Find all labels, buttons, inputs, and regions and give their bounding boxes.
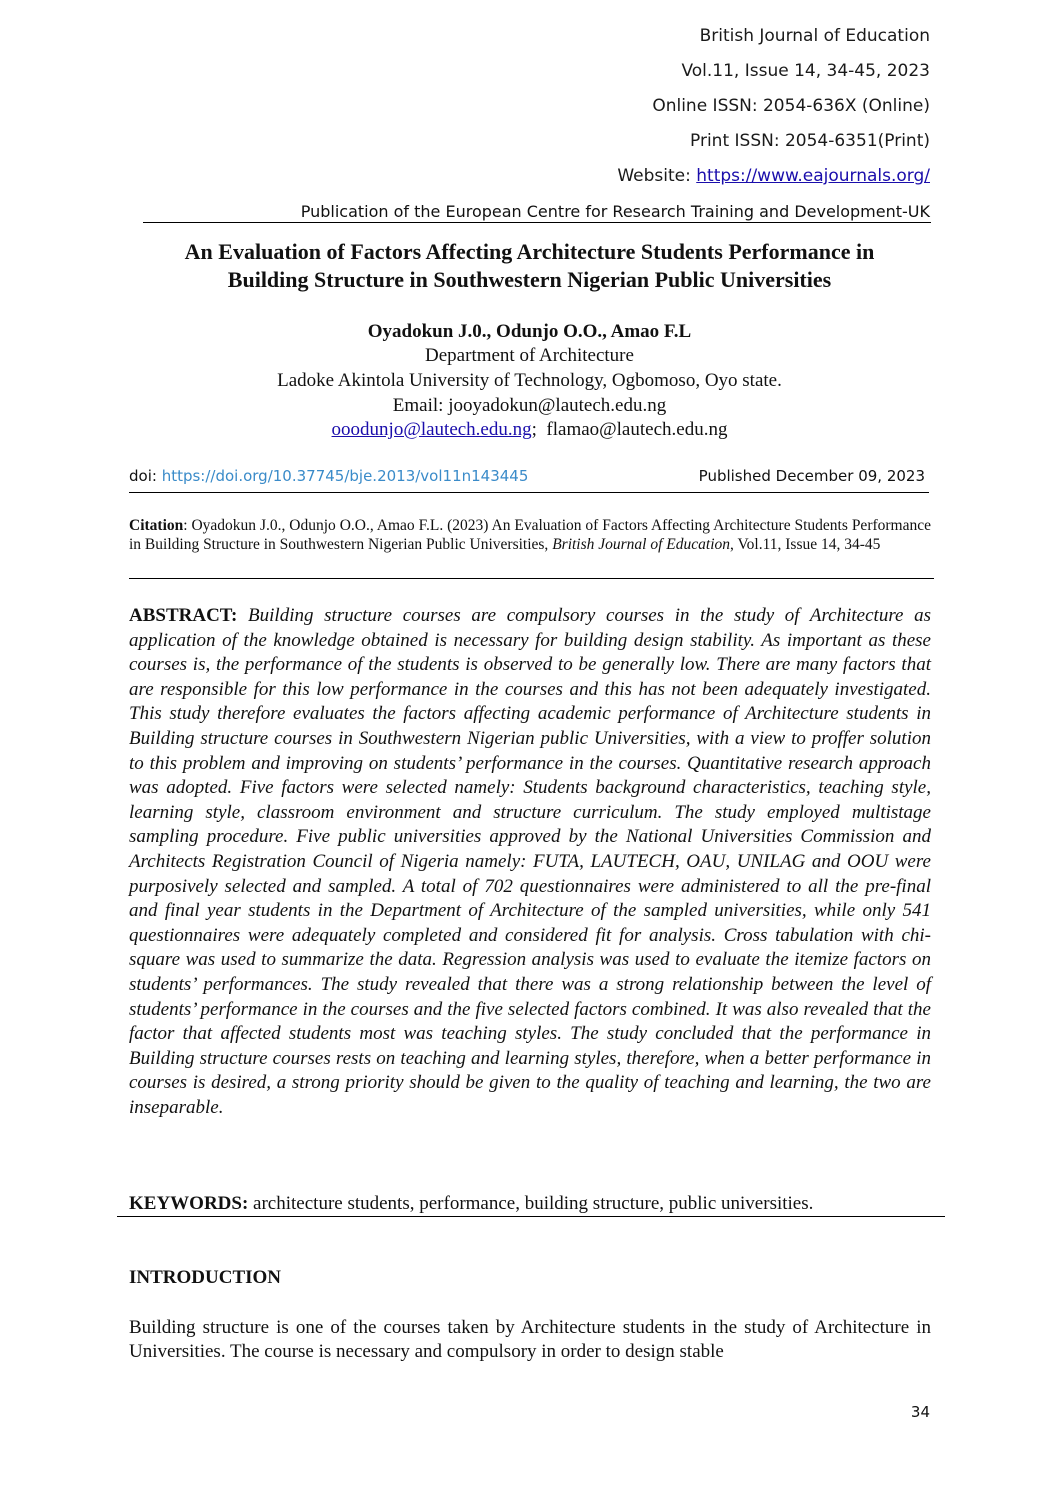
print-issn: Print ISSN: 2054-6351(Print) bbox=[690, 131, 930, 151]
publisher-line: Publication of the European Centre for Research Training and Development-UK bbox=[300, 202, 930, 221]
email-amao: flamao@lautech.edu.ng bbox=[546, 419, 728, 440]
title-line-2: Building Structure in Southwestern Nigerian Public Universities bbox=[227, 267, 832, 292]
introduction-paragraph: Building structure is one of the courses taken by Architecture students in the study of Architecture in Universities. The course is necessary and compulsory in order to design stable bbox=[129, 1317, 931, 1362]
keywords-divider bbox=[117, 1216, 945, 1217]
email-separator: ; bbox=[531, 419, 547, 440]
citation bbox=[129, 516, 931, 554]
journal-name: British Journal of Education bbox=[699, 26, 930, 46]
email-link-odunjo[interactable]: ooodunjo@lautech.edu.ng bbox=[331, 419, 532, 440]
keywords bbox=[129, 1192, 931, 1216]
citation-divider bbox=[129, 578, 934, 579]
citation-label: Citation bbox=[129, 517, 184, 534]
keywords-text: architecture students, performance, building structure, public universities. bbox=[248, 1193, 814, 1214]
email-line-2 bbox=[0, 418, 1059, 442]
published-date: Published December 09, 2023 bbox=[698, 467, 925, 485]
abstract-label: ABSTRACT: bbox=[129, 605, 238, 626]
institution: Ladoke Akintola University of Technology, Ogbomoso, Oyo state. bbox=[277, 370, 782, 391]
website-line bbox=[617, 166, 930, 186]
introduction-heading: INTRODUCTION bbox=[129, 1267, 282, 1288]
citation-journal: British Journal of Education bbox=[552, 536, 730, 553]
department: Department of Architecture bbox=[425, 345, 634, 366]
website-link[interactable]: https://www.eajournals.org/ bbox=[696, 166, 930, 186]
doi-row bbox=[129, 467, 929, 493]
title-line-1: An Evaluation of Factors Affecting Architecture Students Performance in bbox=[184, 239, 875, 264]
citation-rest: , Vol.11, Issue 14, 34-45 bbox=[730, 536, 881, 553]
paper-title bbox=[100, 238, 959, 294]
keywords-label: KEYWORDS: bbox=[129, 1193, 249, 1214]
author-names: Oyadokun J.0., Odunjo O.O., Amao F.L bbox=[367, 321, 692, 342]
doi-link[interactable]: https://doi.org/10.37745/bje.2013/vol11n143445 bbox=[161, 467, 529, 485]
page-number: 34 bbox=[910, 1403, 930, 1421]
journal-volume: Vol.11, Issue 14, 34-45, 2023 bbox=[681, 61, 930, 81]
email-line: Email: jooyadokun@lautech.edu.ng bbox=[392, 395, 667, 416]
abstract bbox=[129, 604, 931, 1120]
online-issn: Online ISSN: 2054-636X (Online) bbox=[652, 96, 930, 116]
doi-label: doi: bbox=[129, 467, 162, 485]
website-label: Website: bbox=[617, 166, 697, 186]
abstract-text: Building structure courses are compulsory courses in the study of Architecture as application of the knowledge obtained is necessary for building design stability. As important as these courses is, the performance of the students is observed to be generally low. There are many factors that are responsible for this low performance in the courses and this has not been adequately investigated. This study therefore evaluates the factors affecting academic performance of Architecture students in Building structure courses in Southwestern Nigerian public Universities, with a view to proffer solution to this problem and improving on students’ performance in the courses. Quantitative research approach was adopted. Five factors were selected namely: Students background characteristics, teaching style, learning style, classroom environment and structure curriculum. The study employed multistage sampling procedure. Five public universities approved by the National Universities Commission and Architects Registration Council of Nigeria namely: FUTA, LAUTECH, OAU, UNILAG and OOU were purposively selected and sampled. A total of 702 questionnaires were administered to all the pre-final and final year students in the Department of Architecture of the sampled universities, while only 541 questionnaires were adequately completed and considered fit for analysis. Cross tabulation with chi-square was used to summarize the data. Regression analysis was used to evaluate the itemize factors on students’ performances. The study revealed that there was a strong relationship between the level of students’ performance in the courses and the five selected factors combined. It was also revealed that the factor that affected students most was teaching styles. The study concluded that the performance in Building structure courses rests on teaching and learning styles, therefore, when a better performance in courses is desired, a strong priority should be given to the quality of teaching and learning, the two are inseparable. bbox=[129, 605, 931, 1118]
citation-text: : Oyadokun J.0., Odunjo O.O., Amao F.L. (2023) An Evaluation of Factors Affecting Architecture Students Performance in Building Structure in Southwestern Nigerian Public Universities, bbox=[129, 517, 931, 553]
